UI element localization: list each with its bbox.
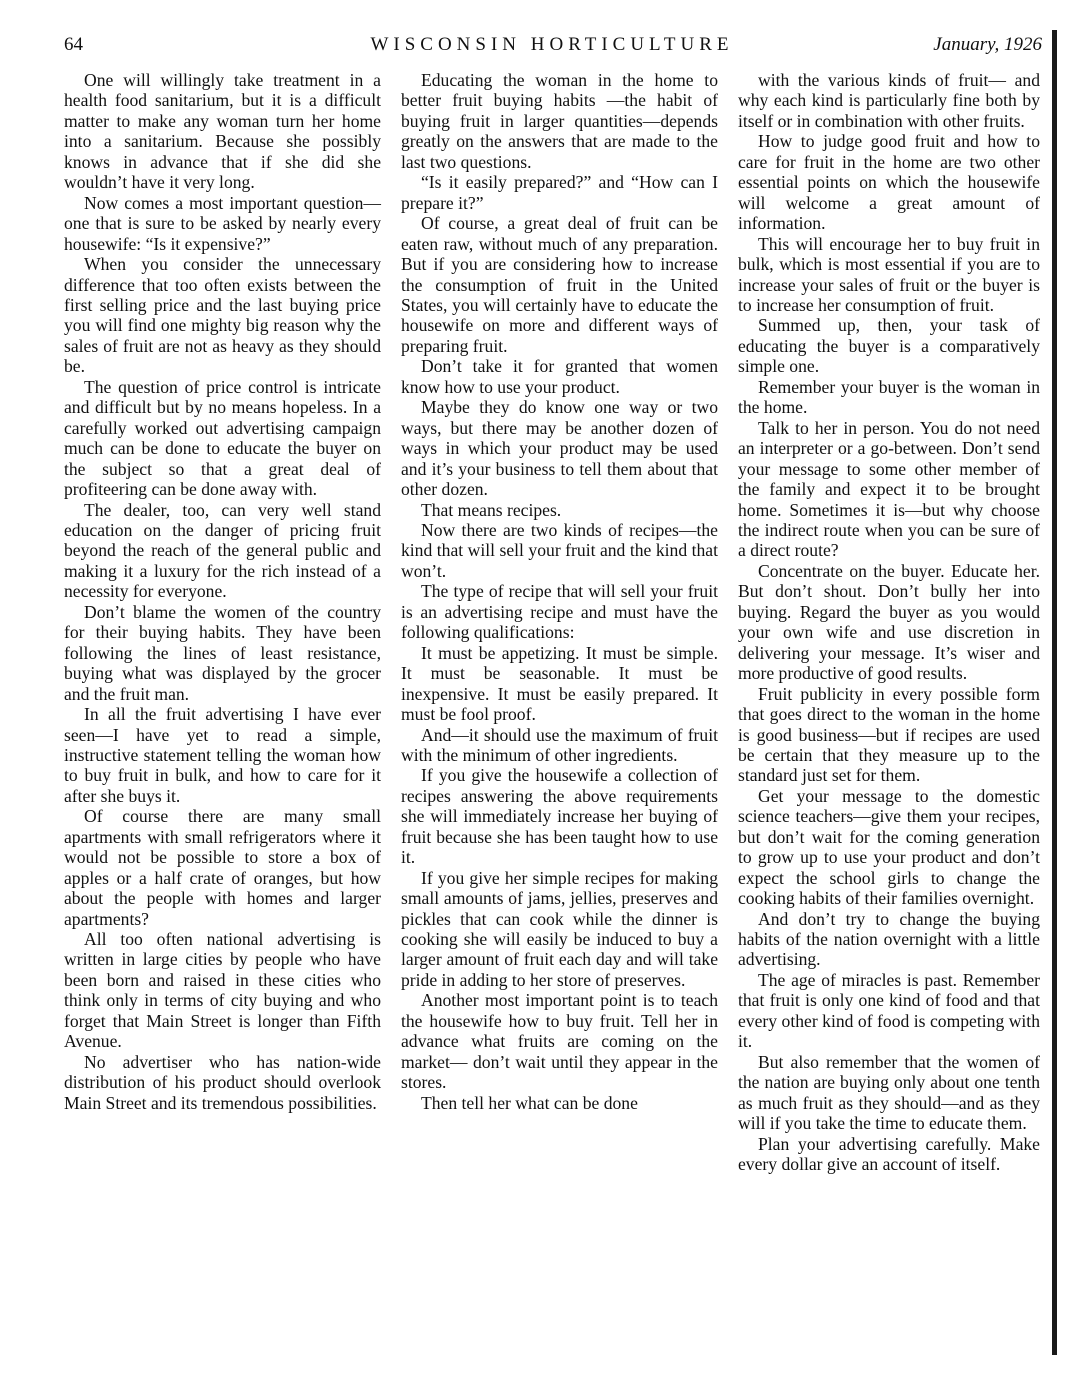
paragraph: Now comes a most important question—one that is sure to be asked by nearly every housewife: “Is it expensive?”: [64, 192, 381, 254]
paragraph: That means recipes.: [421, 499, 562, 520]
paragraph: Now there are two kinds of recipes—the kind that will sell your fruit and the kind that won’t.: [401, 519, 718, 581]
paragraph: The type of recipe that will sell your fruit is an advertising recipe and must have the following qualifications:: [401, 581, 718, 643]
paragraph: In all the fruit advertising I have ever seen—I have yet to read a simple, instructive statement telling the woman how to buy fruit in bulk, and how to care for it after she buys it.: [64, 704, 381, 806]
paragraph: with the various kinds of fruit— and why each kind is particularly fine both by itself or in combination with other fruits.: [738, 70, 1040, 131]
text-column-1: [64, 70, 381, 1113]
paragraph: “Is it easily prepared?” and “How can I prepare it?”: [401, 172, 718, 213]
paragraph: Maybe they do know one way or two ways, but there may be another dozen of ways in which your product may be used and it’s your business to tell them about that other dozen.: [401, 397, 718, 500]
paragraph: Summed up, then, your task of educating the buyer is a comparatively simple one.: [738, 315, 1040, 377]
paragraph: Fruit publicity in every possible form that goes direct to the woman in the home is good business—but if recipes are used be certain that they measure up to the standard just set for them.: [738, 683, 1040, 786]
text-column-3: [738, 70, 1040, 1174]
paragraph: Talk to her in person. You do not need an interpreter or a go-between. Don’t send your message to some other member of the family and expect it to be brought home. Sometimes it is—but why choose the indirect route when you can be sure of a direct route?: [738, 417, 1040, 561]
page-edge-bar: [1052, 30, 1057, 1355]
paragraph: The question of price control is intricate and difficult but by no means hopeless. In a carefully worked out advertising campaign much can be done to educate the buyer on the subject so that a great deal of profiteering can be done away with.: [64, 376, 381, 500]
paragraph: Plan your advertising carefully. Make every dollar give an account of itself.: [738, 1133, 1040, 1175]
paragraph: Of course, a great deal of fruit can be eaten raw, without much of any preparation. But if you are considering how to increase the consumption of fruit in the United States, you will certainly have to educate the housewife on more and different ways of preparing fruit.: [401, 213, 718, 356]
paragraph: Don’t take it for granted that women know how to use your product.: [401, 356, 718, 397]
journal-title: WISCONSIN HORTICULTURE: [370, 34, 734, 55]
page-header: [62, 34, 1042, 60]
paragraph: The age of miracles is past. Remember that fruit is only one kind of food and that every other kind of food is competing with it.: [738, 969, 1040, 1052]
issue-date: January, 1926: [933, 34, 1042, 55]
paragraph: Get your message to the domestic science teachers—give them your recipes, but don’t wait for the coming generation to grow up to use your product and don’t expect the school girls to change the cooking habits of their families overnight.: [738, 785, 1040, 909]
paragraph: How to judge good fruit and how to care for fruit in the home are two other essential points on which the housewife will welcome a great amount of information.: [738, 131, 1040, 234]
paragraph: Remember your buyer is the woman in the home.: [738, 376, 1040, 418]
page-number: 64: [64, 34, 83, 55]
paragraph: Then tell her what can be done: [421, 1092, 638, 1113]
paragraph: Of course there are many small apartments with small refrigerators where it would not be possible to store a box of apples or a half crate of oranges, but how about the people with homes and larger apartments?: [64, 806, 381, 929]
paragraph: If you give her simple recipes for making small amounts of jams, jellies, preserves and pickles that can cook while the dinner is cooking she will easily be induced to buy a larger amount of fruit each day and will take pride in adding to her store of preserves.: [401, 867, 718, 990]
paragraph: Concentrate on the buyer. Educate her. But don’t shout. Don’t bully her into buying. Regard the buyer as you would your own wife and use discretion in delivering your message. It’s wiser and more productive of good results.: [738, 560, 1040, 684]
paragraph: Another most important point is to teach the housewife how to buy fruit. Tell her in advance what fruits are coming on the market— don’t wait until they appear in the stores.: [401, 990, 718, 1093]
paragraph: Don’t blame the women of the country for their buying habits. They have been following the lines of least resistance, buying what was displayed by the grocer and the fruit man.: [64, 601, 381, 704]
paragraph: And don’t try to change the buying habits of the nation overnight with a little advertising.: [738, 908, 1040, 970]
paragraph: All too often national advertising is written in large cities by people who have been born and raised in these cities who think only in terms of city buying and who forget that Main Street is longer than Fifth Avenue.: [64, 929, 381, 1052]
paragraph: When you consider the unnecessary difference that too often exists between the first selling price and the last buying price you will find one mighty big reason why the sales of fruit are not as heavy as they should be.: [64, 254, 381, 377]
paragraph: The dealer, too, can very well stand education on the danger of pricing fruit beyond the reach of the general public and making it a luxury for the rich instead of a necessity for everyone.: [64, 499, 381, 602]
paragraph: Educating the woman in the home to better fruit buying habits —the habit of buying fruit in larger quantities—depends greatly on the answers that are made to the last two questions.: [401, 70, 718, 172]
paragraph: No advertiser who has nation-wide distribution of his product should overlook Main Street and its tremendous possibilities.: [64, 1051, 381, 1113]
paragraph: One will willingly take treatment in a health food sanitarium, but it is a difficult matter to make any woman turn her home into a sanitarium. Because she possibly knows in advance that if she did she wouldn’t have it very long.: [64, 70, 381, 193]
paragraph: And—it should use the maximum of fruit with the minimum of other ingredients.: [401, 724, 718, 765]
paragraph: But also remember that the women of the nation are buying only about one tenth as much fruit as they should—and as they will if you take the time to educate them.: [738, 1051, 1040, 1134]
paragraph: This will encourage her to buy fruit in bulk, which is most essential if you are to increase your sales of fruit or the buyer is to increase her consumption of fruit.: [738, 233, 1040, 315]
text-column-2: [401, 70, 718, 1113]
paragraph: It must be appetizing. It must be simple. It must be seasonable. It must be inexpensive. It must be easily prepared. It must be fool proof.: [401, 642, 718, 725]
paragraph: If you give the housewife a collection of recipes answering the above requirements she will immediately increase her buying of fruit because she has been taught how to use it.: [401, 765, 718, 868]
